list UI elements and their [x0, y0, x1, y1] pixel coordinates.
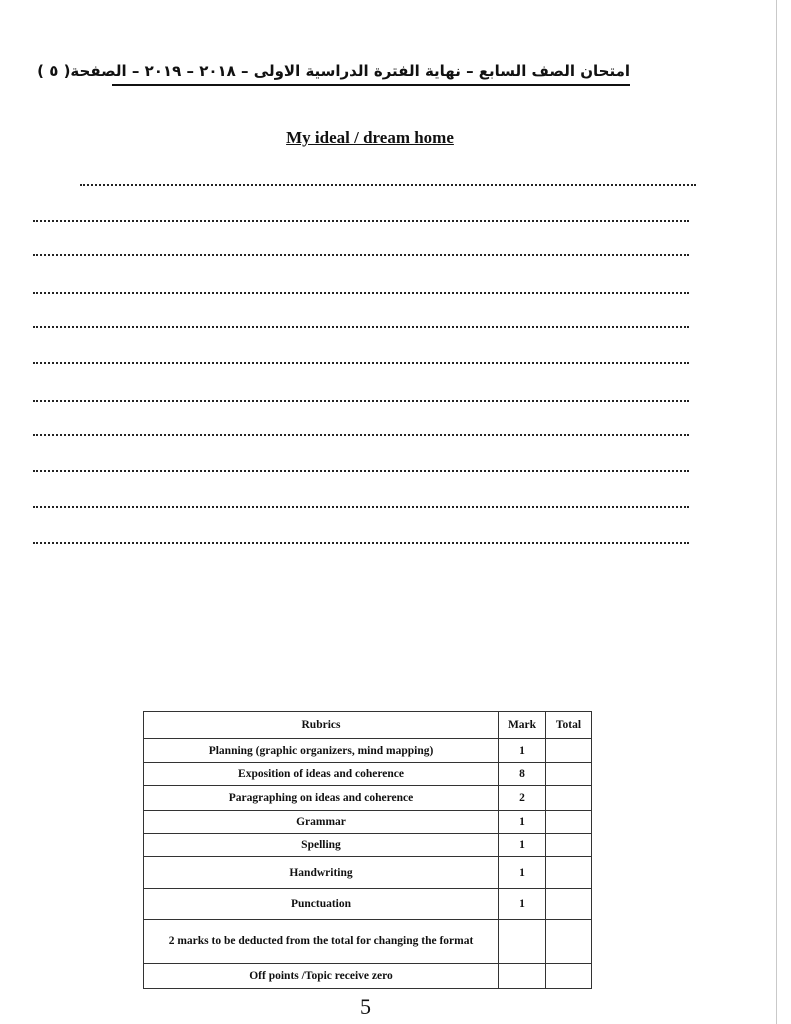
rubric-total[interactable]: [546, 964, 592, 989]
rubric-label: Off points /Topic receive zero: [144, 964, 499, 989]
rubric-total[interactable]: [546, 811, 592, 834]
rubrics-header: Rubrics: [144, 712, 499, 739]
rubric-mark: 1: [499, 857, 546, 889]
total-header: Total: [546, 712, 592, 739]
writing-line[interactable]: [33, 254, 689, 256]
page-number: 5: [360, 994, 371, 1019]
rubric-row: [144, 889, 592, 920]
rubric-total[interactable]: [546, 763, 592, 786]
rubric-table: [143, 711, 592, 989]
rubric-label: Grammar: [144, 811, 499, 834]
rubric-mark: 8: [499, 763, 546, 786]
writing-line[interactable]: [33, 326, 689, 328]
rubric-label: Paragraphing on ideas and coherence: [144, 786, 499, 811]
rubric-label: Planning (graphic organizers, mind mapping): [144, 739, 499, 763]
writing-line[interactable]: [33, 220, 689, 222]
rubric-total[interactable]: [546, 920, 592, 964]
rubric-row: [144, 857, 592, 889]
rubric-row: [144, 739, 592, 763]
rubric-label: Punctuation: [144, 889, 499, 920]
writing-line[interactable]: [33, 434, 689, 436]
rubric-label: Exposition of ideas and coherence: [144, 763, 499, 786]
rubric-mark: [499, 964, 546, 989]
rubric-label: 2 marks to be deducted from the total for changing the format: [144, 920, 499, 964]
writing-line[interactable]: [33, 470, 689, 472]
rubric-total[interactable]: [546, 786, 592, 811]
exam-header: امتحان الصف السابع – نهاية الفترة الدراسية الاولى – ٢٠١٨ – ٢٠١٩ – الصفحة( ٥ ): [112, 58, 630, 86]
rubric-total[interactable]: [546, 739, 592, 763]
scan-page-edge: [776, 0, 777, 1024]
rubric-total[interactable]: [546, 857, 592, 889]
rubric-label: Spelling: [144, 834, 499, 857]
rubric-row: [144, 964, 592, 989]
rubric-total[interactable]: [546, 834, 592, 857]
rubric-mark: 2: [499, 786, 546, 811]
rubric-row: [144, 811, 592, 834]
rubric-mark: 1: [499, 889, 546, 920]
rubric-row: [144, 763, 592, 786]
rubric-header-row: [144, 712, 592, 739]
writing-line[interactable]: [80, 184, 696, 186]
essay-title: My ideal / dream home: [286, 128, 454, 147]
writing-line[interactable]: [33, 542, 689, 544]
writing-line[interactable]: [33, 292, 689, 294]
writing-line[interactable]: [33, 362, 689, 364]
rubric-mark: 1: [499, 739, 546, 763]
rubric-mark: 1: [499, 811, 546, 834]
rubric-row: [144, 786, 592, 811]
writing-line[interactable]: [33, 506, 689, 508]
rubric-mark: 1: [499, 834, 546, 857]
rubric-row: [144, 920, 592, 964]
rubric-label: Handwriting: [144, 857, 499, 889]
rubric-row: [144, 834, 592, 857]
rubric-mark: [499, 920, 546, 964]
mark-header: Mark: [499, 712, 546, 739]
writing-line[interactable]: [33, 400, 689, 402]
rubric-total[interactable]: [546, 889, 592, 920]
